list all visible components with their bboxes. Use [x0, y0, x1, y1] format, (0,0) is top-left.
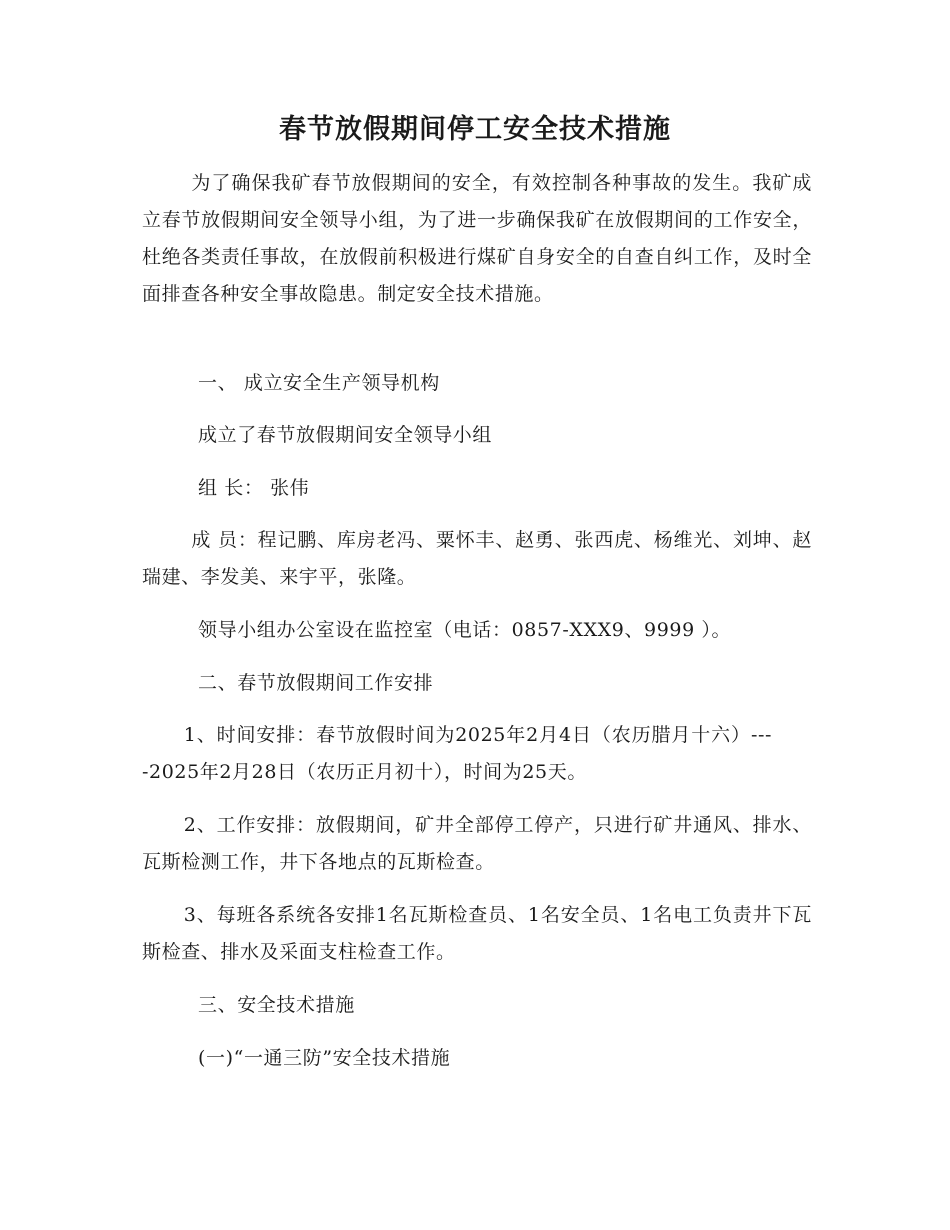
section-2-heading: 二、春节放假期间工作安排: [198, 672, 434, 694]
section-1-heading: 一、 成立安全生产领导机构: [198, 372, 440, 394]
item-1-paragraph: 1、时间安排：春节放假时间为2025年2月4日（农历腊月十六）----2025年2月28日（农历正月初十），时间为25天。: [142, 724, 772, 783]
section-3-heading: 三、安全技术措施: [198, 994, 355, 1016]
leader-line: 组 长： 张伟: [198, 477, 310, 499]
intro-paragraph: 为了确保我矿春节放假期间的安全，有效控制各种事故的发生。我矿成立春节放假期间安全领导小组，为了进一步确保我矿在放假期间的工作安全，杜绝各类责任事故，在放假前积极进行煤矿自身安全的自查自纠工作，及时全面排查各种安全事故隐患。制定安全技术措施。: [142, 172, 812, 305]
document-title: 春节放假期间停工安全技术措施: [279, 114, 671, 145]
members-paragraph: 成 员：程记鹏、库房老冯、粟怀丰、赵勇、张西虎、杨维光、刘坤、赵瑞建、李发美、来宇平，张隆。: [142, 529, 812, 588]
office-line: 领导小组办公室设在监控室（电话：0857-XXX9、9999 ）。: [198, 619, 732, 641]
group-formed-line: 成立了春节放假期间安全领导小组: [198, 424, 493, 446]
subsection-1-heading: (一)“一通三防”安全技术措施: [198, 1047, 451, 1069]
item-3-paragraph: 3、每班各系统各安排1名瓦斯检查员、1名安全员、1名电工负责井下瓦斯检查、排水及采面支柱检查工作。: [142, 904, 812, 963]
item-2-paragraph: 2、工作安排：放假期间，矿井全部停工停产，只进行矿井通风、排水、瓦斯检测工作，井下各地点的瓦斯检查。: [142, 814, 812, 873]
